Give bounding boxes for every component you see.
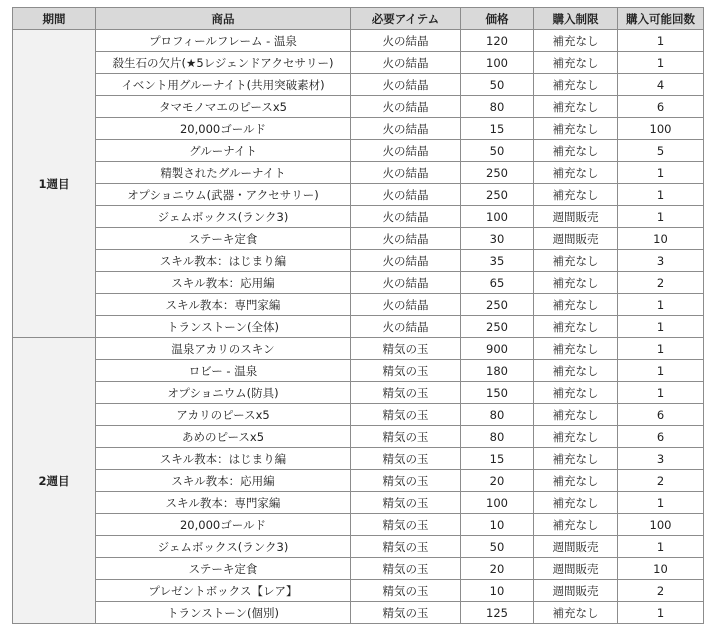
table-row	[13, 294, 704, 316]
item-name-cell: あめのピースx5	[96, 426, 351, 448]
purchase-count-cell: 1	[618, 162, 704, 184]
item-name-cell: トランストーン(全体)	[96, 316, 351, 338]
shop-table-container	[12, 7, 704, 624]
purchase-count-cell: 1	[618, 184, 704, 206]
purchase-limit-cell: 補充なし	[534, 360, 618, 382]
required-item-cell: 火の結晶	[351, 228, 461, 250]
table-row	[13, 250, 704, 272]
table-row	[13, 338, 704, 360]
item-name-cell: 精製されたグルーナイト	[96, 162, 351, 184]
purchase-count-cell: 100	[618, 514, 704, 536]
price-cell: 15	[461, 118, 534, 140]
header-price: 価格	[461, 8, 534, 30]
required-item-cell: 精気の玉	[351, 536, 461, 558]
purchase-limit-cell: 補充なし	[534, 294, 618, 316]
item-name-cell: ロビー - 温泉	[96, 360, 351, 382]
table-row	[13, 96, 704, 118]
header-item: 商品	[96, 8, 351, 30]
item-name-cell: 殺生石の欠片(★5レジェンドアクセサリー)	[96, 52, 351, 74]
required-item-cell: 精気の玉	[351, 602, 461, 624]
item-name-cell: ジェムボックス(ランク3)	[96, 206, 351, 228]
required-item-cell: 精気の玉	[351, 580, 461, 602]
purchase-count-cell: 5	[618, 140, 704, 162]
purchase-count-cell: 1	[618, 30, 704, 52]
table-row	[13, 536, 704, 558]
price-cell: 250	[461, 184, 534, 206]
item-name-cell: トランストーン(個別)	[96, 602, 351, 624]
required-item-cell: 火の結晶	[351, 52, 461, 74]
purchase-limit-cell: 補充なし	[534, 118, 618, 140]
purchase-limit-cell: 補充なし	[534, 338, 618, 360]
price-cell: 50	[461, 536, 534, 558]
required-item-cell: 火の結晶	[351, 206, 461, 228]
price-cell: 10	[461, 514, 534, 536]
item-name-cell: スキル教本：はじまり編	[96, 250, 351, 272]
price-cell: 900	[461, 338, 534, 360]
table-row	[13, 272, 704, 294]
purchase-count-cell: 1	[618, 338, 704, 360]
purchase-count-cell: 6	[618, 426, 704, 448]
table-row	[13, 360, 704, 382]
required-item-cell: 火の結晶	[351, 30, 461, 52]
purchase-limit-cell: 補充なし	[534, 382, 618, 404]
purchase-count-cell: 4	[618, 74, 704, 96]
table-row	[13, 580, 704, 602]
price-cell: 100	[461, 492, 534, 514]
item-name-cell: タマモノマエのピースx5	[96, 96, 351, 118]
item-name-cell: オプショニウム(武器・アクセサリー)	[96, 184, 351, 206]
purchase-count-cell: 100	[618, 118, 704, 140]
purchase-count-cell: 2	[618, 470, 704, 492]
required-item-cell: 精気の玉	[351, 470, 461, 492]
price-cell: 120	[461, 30, 534, 52]
price-cell: 150	[461, 382, 534, 404]
purchase-count-cell: 1	[618, 602, 704, 624]
purchase-limit-cell: 週間販売	[534, 206, 618, 228]
required-item-cell: 火の結晶	[351, 162, 461, 184]
table-row	[13, 470, 704, 492]
item-name-cell: グルーナイト	[96, 140, 351, 162]
item-name-cell: スキル教本：応用編	[96, 470, 351, 492]
item-name-cell: オプショニウム(防具)	[96, 382, 351, 404]
purchase-limit-cell: 週間販売	[534, 536, 618, 558]
purchase-count-cell: 2	[618, 580, 704, 602]
required-item-cell: 火の結晶	[351, 250, 461, 272]
header-period: 期間	[13, 8, 96, 30]
price-cell: 65	[461, 272, 534, 294]
required-item-cell: 精気の玉	[351, 492, 461, 514]
purchase-limit-cell: 補充なし	[534, 272, 618, 294]
item-name-cell: プレゼントボックス【レア】	[96, 580, 351, 602]
table-row	[13, 382, 704, 404]
item-name-cell: 温泉アカリのスキン	[96, 338, 351, 360]
purchase-count-cell: 10	[618, 228, 704, 250]
purchase-count-cell: 6	[618, 404, 704, 426]
table-row	[13, 404, 704, 426]
purchase-count-cell: 1	[618, 360, 704, 382]
item-name-cell: ステーキ定食	[96, 228, 351, 250]
table-row	[13, 162, 704, 184]
item-name-cell: ステーキ定食	[96, 558, 351, 580]
purchase-limit-cell: 補充なし	[534, 96, 618, 118]
purchase-limit-cell: 週間販売	[534, 228, 618, 250]
required-item-cell: 火の結晶	[351, 74, 461, 96]
purchase-count-cell: 10	[618, 558, 704, 580]
required-item-cell: 火の結晶	[351, 118, 461, 140]
header-purchase-limit: 購入制限	[534, 8, 618, 30]
price-cell: 100	[461, 206, 534, 228]
shop-table	[12, 7, 704, 624]
price-cell: 20	[461, 470, 534, 492]
item-name-cell: スキル教本：専門家編	[96, 294, 351, 316]
purchase-limit-cell: 補充なし	[534, 52, 618, 74]
required-item-cell: 火の結晶	[351, 294, 461, 316]
table-row	[13, 118, 704, 140]
price-cell: 10	[461, 580, 534, 602]
price-cell: 80	[461, 426, 534, 448]
price-cell: 80	[461, 96, 534, 118]
item-name-cell: スキル教本：はじまり編	[96, 448, 351, 470]
table-row	[13, 140, 704, 162]
required-item-cell: 火の結晶	[351, 184, 461, 206]
item-name-cell: イベント用グルーナイト(共用突破素材)	[96, 74, 351, 96]
required-item-cell: 精気の玉	[351, 404, 461, 426]
table-row	[13, 30, 704, 52]
required-item-cell: 精気の玉	[351, 514, 461, 536]
purchase-limit-cell: 補充なし	[534, 162, 618, 184]
table-row	[13, 514, 704, 536]
header-row	[13, 8, 704, 30]
purchase-count-cell: 1	[618, 294, 704, 316]
purchase-limit-cell: 週間販売	[534, 558, 618, 580]
purchase-limit-cell: 補充なし	[534, 184, 618, 206]
required-item-cell: 精気の玉	[351, 426, 461, 448]
price-cell: 20	[461, 558, 534, 580]
required-item-cell: 精気の玉	[351, 558, 461, 580]
table-row	[13, 558, 704, 580]
price-cell: 15	[461, 448, 534, 470]
table-row	[13, 206, 704, 228]
price-cell: 80	[461, 404, 534, 426]
required-item-cell: 精気の玉	[351, 360, 461, 382]
required-item-cell: 火の結晶	[351, 140, 461, 162]
table-body	[13, 30, 704, 624]
purchase-count-cell: 6	[618, 96, 704, 118]
purchase-limit-cell: 補充なし	[534, 316, 618, 338]
item-name-cell: スキル教本：応用編	[96, 272, 351, 294]
price-cell: 250	[461, 294, 534, 316]
required-item-cell: 精気の玉	[351, 382, 461, 404]
table-row	[13, 426, 704, 448]
period-cell: 2週目	[13, 338, 96, 624]
price-cell: 50	[461, 140, 534, 162]
purchase-limit-cell: 補充なし	[534, 602, 618, 624]
required-item-cell: 精気の玉	[351, 448, 461, 470]
required-item-cell: 火の結晶	[351, 96, 461, 118]
price-cell: 100	[461, 52, 534, 74]
purchase-count-cell: 1	[618, 52, 704, 74]
purchase-limit-cell: 補充なし	[534, 140, 618, 162]
required-item-cell: 精気の玉	[351, 338, 461, 360]
item-name-cell: 20,000ゴールド	[96, 514, 351, 536]
purchase-limit-cell: 補充なし	[534, 404, 618, 426]
required-item-cell: 火の結晶	[351, 316, 461, 338]
item-name-cell: プロフィールフレーム - 温泉	[96, 30, 351, 52]
table-row	[13, 52, 704, 74]
purchase-count-cell: 1	[618, 382, 704, 404]
purchase-limit-cell: 補充なし	[534, 250, 618, 272]
purchase-count-cell: 2	[618, 272, 704, 294]
purchase-limit-cell: 補充なし	[534, 470, 618, 492]
table-row	[13, 228, 704, 250]
purchase-limit-cell: 補充なし	[534, 448, 618, 470]
price-cell: 30	[461, 228, 534, 250]
required-item-cell: 火の結晶	[351, 272, 461, 294]
table-row	[13, 448, 704, 470]
item-name-cell: アカリのピースx5	[96, 404, 351, 426]
price-cell: 250	[461, 162, 534, 184]
purchase-count-cell: 3	[618, 250, 704, 272]
price-cell: 180	[461, 360, 534, 382]
purchase-limit-cell: 補充なし	[534, 30, 618, 52]
purchase-limit-cell: 補充なし	[534, 74, 618, 96]
item-name-cell: 20,000ゴールド	[96, 118, 351, 140]
table-row	[13, 492, 704, 514]
price-cell: 50	[461, 74, 534, 96]
item-name-cell: ジェムボックス(ランク3)	[96, 536, 351, 558]
price-cell: 250	[461, 316, 534, 338]
purchase-count-cell: 1	[618, 316, 704, 338]
item-name-cell: スキル教本：専門家編	[96, 492, 351, 514]
table-row	[13, 602, 704, 624]
table-row	[13, 74, 704, 96]
purchase-limit-cell: 週間販売	[534, 580, 618, 602]
header-purchase-count: 購入可能回数	[618, 8, 704, 30]
purchase-count-cell: 1	[618, 492, 704, 514]
purchase-count-cell: 1	[618, 536, 704, 558]
header-required-item: 必要アイテム	[351, 8, 461, 30]
table-row	[13, 316, 704, 338]
purchase-count-cell: 3	[618, 448, 704, 470]
price-cell: 35	[461, 250, 534, 272]
purchase-limit-cell: 補充なし	[534, 492, 618, 514]
period-cell: 1週目	[13, 30, 96, 338]
price-cell: 125	[461, 602, 534, 624]
purchase-limit-cell: 補充なし	[534, 514, 618, 536]
purchase-count-cell: 1	[618, 206, 704, 228]
purchase-limit-cell: 補充なし	[534, 426, 618, 448]
table-row	[13, 184, 704, 206]
